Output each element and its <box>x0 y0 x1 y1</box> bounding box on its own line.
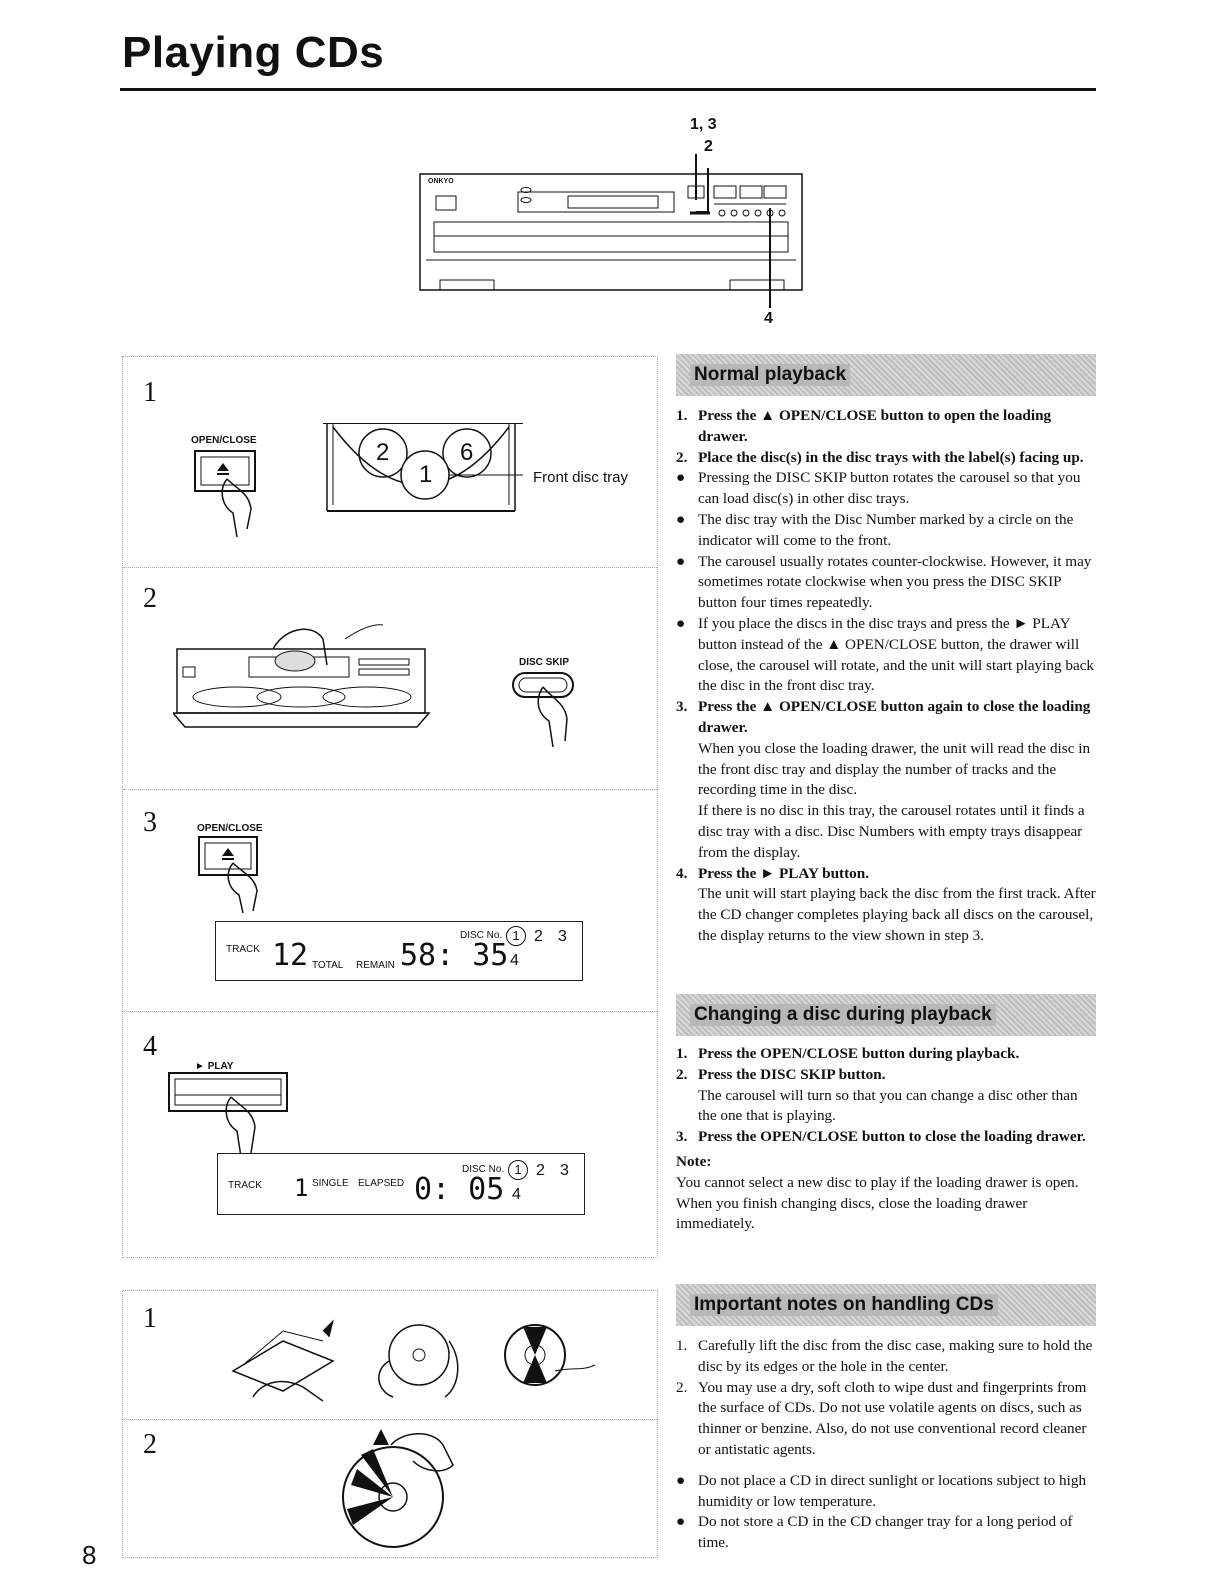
page-title: Playing CDs <box>122 28 385 77</box>
bullet-text: The carousel usually rotates counter-clockwise. However, it may sometimes rotate clockwise when you press the DISC SKIP button four times repeatedly. <box>698 552 1092 612</box>
remain-label: REMAIN <box>356 960 395 971</box>
step-text: Press the DISC SKIP button. <box>698 1065 886 1083</box>
cd-changer-front-icon <box>400 112 820 328</box>
changing-disc-body <box>676 1044 1096 1235</box>
note-text: You cannot select a new disc to play if the loading drawer is open. When you finish changing discs, close the loading drawer immediately. <box>676 1173 1079 1233</box>
step-3-display <box>215 921 583 981</box>
track-label: TRACK <box>226 944 260 955</box>
step-number: 4. <box>676 864 688 882</box>
divider <box>123 1419 657 1420</box>
bullet: ● <box>676 510 686 528</box>
disc-label-1: 1 <box>419 461 433 488</box>
changing-disc-heading: Changing a disc during playback <box>690 1004 996 1026</box>
normal-playback-body <box>676 406 1096 947</box>
disc-wiping-icon <box>333 1425 483 1555</box>
step-number: 1. <box>676 407 688 424</box>
disc-label-2: 2 <box>376 439 390 466</box>
elapsed-label: ELAPSED <box>358 1178 405 1189</box>
disc-no-label: DISC No. <box>460 930 503 941</box>
note-text: Carefully lift the disc from the disc case, making sure to hold the disc by its edges or the hole in the center. <box>698 1337 1093 1375</box>
note-label: Note: <box>676 1152 712 1170</box>
step-4-number: 4 <box>143 1031 157 1062</box>
handling-notes-body <box>676 1336 1096 1554</box>
cd-changer-loading-disc-icon <box>173 619 443 739</box>
step-1-button-label: OPEN/CLOSE <box>191 435 257 446</box>
paragraph: The carousel will turn so that you can change a disc other than the one that is playing. <box>698 1086 1078 1125</box>
divider <box>123 1011 657 1012</box>
track-number: 1 <box>294 1174 309 1202</box>
bullet-text: Pressing the DISC SKIP button rotates the carousel so that you can load disc(s) in other disc trays. <box>698 469 1081 508</box>
step-number: 2. <box>676 448 688 466</box>
divider <box>123 567 657 568</box>
handling-heading: Important notes on handling CDs <box>690 1294 998 1316</box>
disc-skip-button-hand-icon <box>509 669 599 749</box>
bullet-text: The disc tray with the Disc Number marked by a circle on the indicator will come to the front. <box>698 510 1074 549</box>
step-text: Press the ▲ OPEN/CLOSE button again to close the loading drawer. <box>698 698 1091 736</box>
step-3-button-label: OPEN/CLOSE <box>197 823 263 834</box>
bullet-text: Do not store a CD in the CD changer tray for a long period of time. <box>698 1513 1073 1552</box>
step-number: 2. <box>676 1378 688 1396</box>
hand-pressing-button-icon <box>197 835 297 915</box>
step-3-number: 3 <box>143 807 157 838</box>
disc-indicator-2: 2 <box>536 1162 545 1179</box>
track-number: 12 <box>272 938 309 973</box>
single-label: SINGLE <box>312 1178 349 1189</box>
bullet: ● <box>676 469 686 487</box>
handling-step-1-number: 1 <box>143 1303 157 1334</box>
title-rule <box>120 88 1096 91</box>
bullet-text: If you place the discs in the disc trays and press the ► PLAY button instead of the ▲ OPEN/CLOSE button, the drawer will close, the carousel will rotate, and the unit will start playing back the disc in the front disc tray. <box>698 614 1095 695</box>
total-label: TOTAL <box>312 960 344 971</box>
step-4-button-label: ► PLAY <box>195 1061 234 1072</box>
step-text: Press the ▲ OPEN/CLOSE button to open the loading drawer. <box>698 407 1052 445</box>
callout-bottom: 4 <box>764 310 773 327</box>
bullet: ● <box>676 552 686 570</box>
handling-illustration-panel <box>122 1290 658 1558</box>
divider <box>123 789 657 790</box>
paragraph: When you close the loading drawer, the unit will read the disc in the front disc tray and display the number of tracks and the recording time in the disc. <box>698 739 1091 799</box>
step-number: 1. <box>676 1337 688 1354</box>
elapsed-time: 0: 05 <box>414 1172 505 1207</box>
paragraph: If there is no disc in this tray, the carousel rotates until it finds a disc tray with a disc. Disc Numbers with empty trays disappear from the display. <box>698 802 1085 861</box>
steps-illustration-panel <box>122 356 658 1258</box>
step-2-button-label: DISC SKIP <box>519 657 570 668</box>
callout-top: 1, 3 <box>690 116 717 133</box>
disc-indicator-3: 3 <box>558 928 567 945</box>
disc-no-label: DISC No. <box>462 1164 505 1175</box>
selected-disc-indicator: 1 <box>506 926 526 946</box>
bullet: ● <box>676 1471 686 1489</box>
step-2-number: 2 <box>143 583 157 614</box>
section-header-handling <box>676 1284 1096 1326</box>
disc-indicator-2: 2 <box>534 928 543 945</box>
step-number: 3. <box>676 698 688 716</box>
disc-indicator-4: 4 <box>512 1186 521 1203</box>
remaining-time: 58: 35 <box>400 938 509 973</box>
callout-mid: 2 <box>704 138 713 155</box>
disc-label-6: 6 <box>460 439 474 466</box>
disc-indicator-3: 3 <box>560 1162 569 1179</box>
step-text: Press the ► PLAY button. <box>698 864 869 882</box>
bullet: ● <box>676 1513 686 1531</box>
play-button-hand-icon <box>167 1071 297 1161</box>
step-1-number: 1 <box>143 377 157 408</box>
paragraph: The unit will start playing back the disc from the first track. After the CD changer completes playing back all discs on the carousel, the display returns to the view shown in step 3. <box>698 885 1096 944</box>
handling-step-2-number: 2 <box>143 1429 157 1460</box>
section-header-changing-disc <box>676 994 1096 1036</box>
step-4-display <box>217 1153 585 1215</box>
step-number: 2. <box>676 1065 688 1083</box>
bullet: ● <box>676 614 686 632</box>
hand-pressing-button-icon <box>189 449 289 539</box>
disc-indicator-4: 4 <box>510 952 519 969</box>
step-number: 3. <box>676 1128 688 1146</box>
brand-logo: ONKYO <box>428 178 454 185</box>
section-header-normal-playback <box>676 354 1096 396</box>
step-text: Press the OPEN/CLOSE button during playback. <box>698 1045 1020 1062</box>
step-number: 1. <box>676 1045 688 1062</box>
step-text: Press the OPEN/CLOSE button to close the loading drawer. <box>698 1128 1086 1146</box>
step-text: Place the disc(s) in the disc trays with the label(s) facing up. <box>698 448 1084 466</box>
page-number: 8 <box>82 1540 97 1570</box>
disc-handling-icon <box>223 1301 623 1411</box>
track-label: TRACK <box>228 1180 262 1191</box>
front-panel-diagram <box>400 112 820 328</box>
play-label: PLAY <box>207 1061 234 1072</box>
note-text: You may use a dry, soft cloth to wipe dust and fingerprints from the surface of CDs. Do not use volatile agents on discs, such as thinner or benzine. Also, do not use conventional record cleaner or antistatic agents. <box>698 1378 1087 1458</box>
normal-playback-heading: Normal playback <box>690 364 850 386</box>
selected-disc-indicator: 1 <box>508 1160 528 1180</box>
bullet-text: Do not place a CD in direct sunlight or locations subject to high humidity or low temperature. <box>698 1471 1087 1510</box>
front-disc-tray-label: Front disc tray <box>533 469 629 486</box>
